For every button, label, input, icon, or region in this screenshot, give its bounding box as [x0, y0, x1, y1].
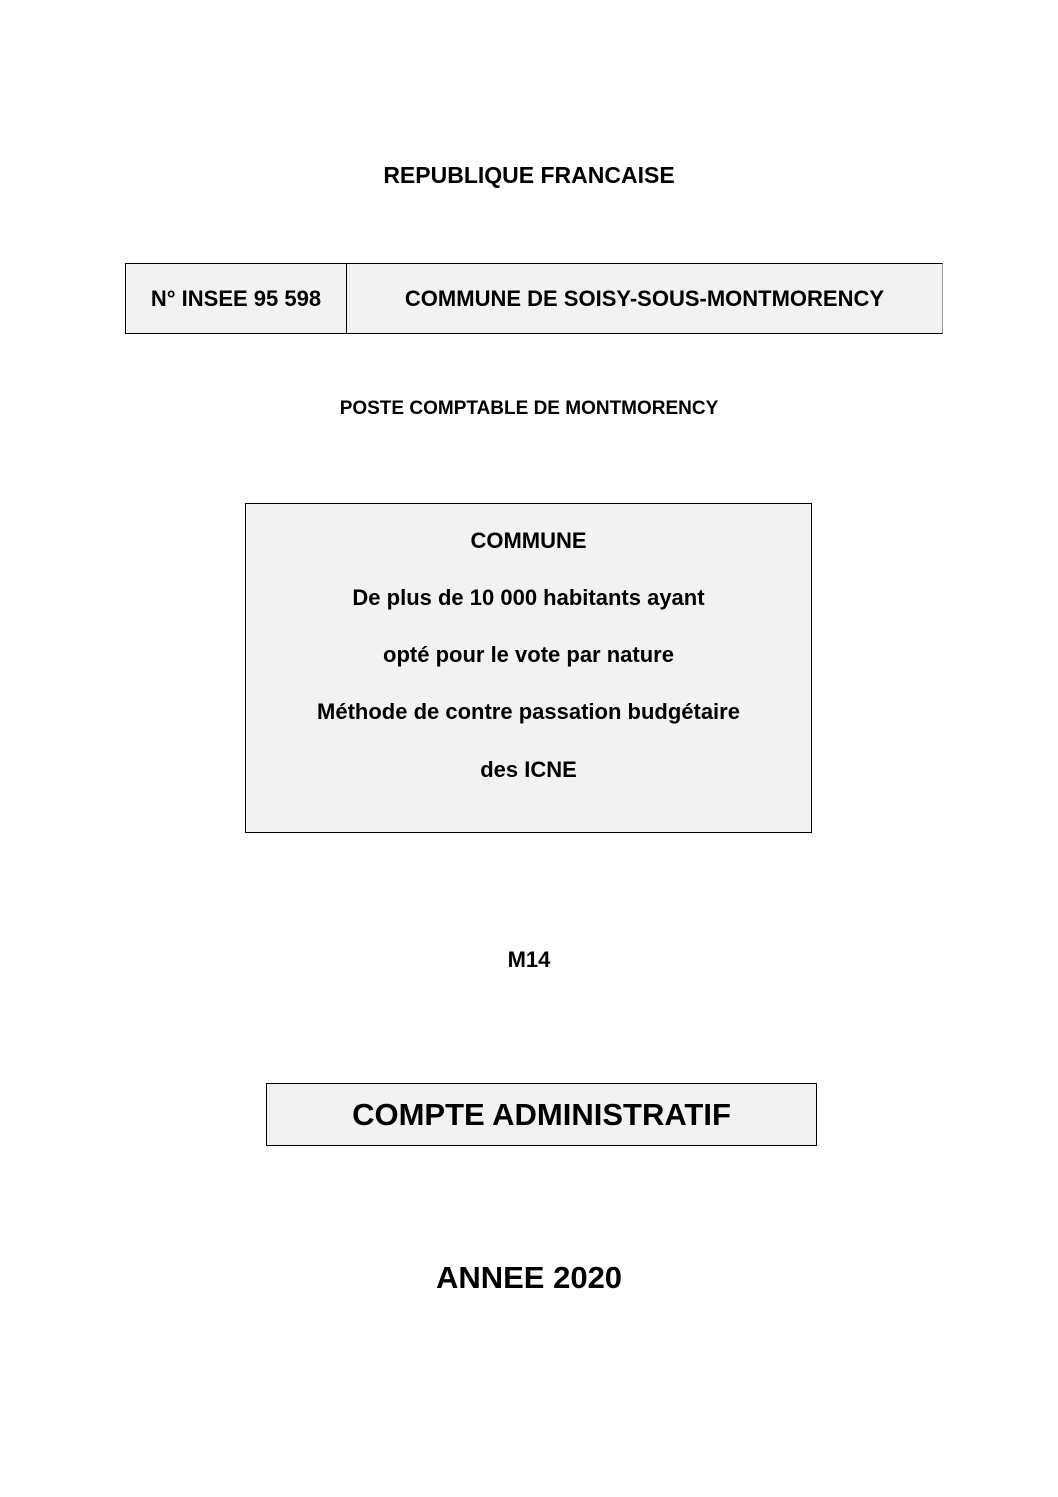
republique-heading: REPUBLIQUE FRANCAISE: [383, 162, 675, 188]
info-line-icne: des ICNE: [480, 757, 577, 782]
info-line-population: De plus de 10 000 habitants ayant: [352, 585, 705, 610]
nomenclature-label: M14: [507, 947, 551, 972]
info-line-methode: Méthode de contre passation budgétaire: [317, 699, 740, 724]
commune-name-cell: COMMUNE DE SOISY-SOUS-MONTMORENCY: [404, 285, 885, 311]
commune-info-box: [245, 503, 812, 833]
identification-table: [125, 263, 943, 334]
document-title-box: COMPTE ADMINISTRATIF: [266, 1083, 817, 1146]
info-line-commune: COMMUNE: [470, 528, 587, 553]
year-label: ANNEE 2020: [435, 1260, 623, 1295]
insee-number-cell: N° INSEE 95 598: [126, 264, 347, 333]
info-line-vote: opté pour le vote par nature: [383, 642, 674, 667]
poste-comptable-label: POSTE COMPTABLE DE MONTMORENCY: [339, 398, 719, 419]
